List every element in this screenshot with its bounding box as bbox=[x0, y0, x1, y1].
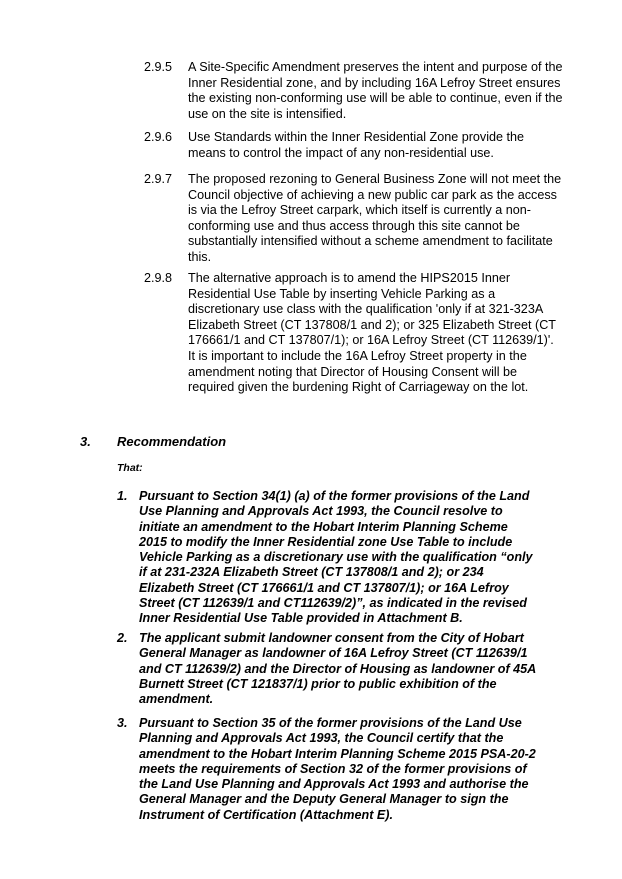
recommendation-number: 2. bbox=[117, 631, 128, 645]
paragraph-2-9-6 bbox=[144, 130, 564, 161]
recommendation-text: Pursuant to Section 35 of the former provisions of the Land Use Planning and Approvals Act 1993, the Council certify that the amendment to the Hobart Interim Planning Scheme 2015 PSA-20-2 meets the requirements of Section 32 of the former provisions of the Land Use Planning and Approvals Act 1993 and authorise the General Manager and the Deputy General Manager to sign the Instrument of Certification (Attachment E). bbox=[139, 716, 536, 822]
recommendation-number: 3. bbox=[117, 716, 128, 730]
recommendation-text: Pursuant to Section 34(1) (a) of the former provisions of the Land Use Planning and Approvals Act 1993, the Council resolve to initiate an amendment to the Hobart Interim Planning Scheme 2015 to modify the Inner Residential zone Use Table to include Vehicle Parking as a discretionary use with the qualification “only if at 231-232A Elizabeth Street (CT 137808/1 and 2); or 234 Elizabeth Street (CT 176661/1 and CT 137807/1); or 16A Lefroy Street (CT 112639/1 and CT112639/2)”, as indicated in the revised Inner Residential Use Table provided in Attachment B. bbox=[139, 489, 533, 626]
paragraph-number: 2.9.5 bbox=[144, 60, 173, 74]
paragraph-2-9-5 bbox=[144, 60, 564, 122]
paragraph-text: A Site-Specific Amendment preserves the intent and purpose of the Inner Residential zone, and by including 16A Lefroy Street ensures the existing non-conforming use will be able to continue, even if the use on the site is intensified. bbox=[188, 60, 563, 121]
recommendation-number: 1. bbox=[117, 489, 128, 503]
paragraph-text: Use Standards within the Inner Residential Zone provide the means to control the impact of any non-residential use. bbox=[188, 130, 525, 160]
that-label: That: bbox=[117, 462, 143, 474]
paragraph-number: 2.9.6 bbox=[144, 130, 173, 144]
paragraph-2-9-8 bbox=[144, 271, 564, 396]
section-title: Recommendation bbox=[117, 434, 227, 449]
paragraph-text: The proposed rezoning to General Business Zone will not meet the Council objective of achieving a new public car park as the access is via the Lefroy Street carpark, which itself is currently a non-conforming use and thus access through this site cannot be substantially intensified without a scheme amendment to facilitate this. bbox=[188, 172, 562, 264]
paragraph-number: 2.9.8 bbox=[144, 271, 173, 285]
recommendation-item-1 bbox=[117, 489, 537, 627]
paragraph-text: The alternative approach is to amend the HIPS2015 Inner Residential Use Table by inserting Vehicle Parking as a discretionary use class with the qualification 'only if at 321-323A Elizabeth Street (CT 137808/1 and 2); or 325 Elizabeth Street (CT 176661/1 and CT 137807/1); or 16A Lefroy Street (CT 112639/1)'. It is important to include the 16A Lefroy Street property in the amendment noting that Director of Housing Consent will be required given the burdening Right of Carriageway on the lot. bbox=[188, 271, 556, 395]
recommendation-item-3 bbox=[117, 716, 537, 823]
section-number: 3. bbox=[80, 434, 91, 449]
paragraph-2-9-7 bbox=[144, 172, 564, 266]
recommendation-item-2 bbox=[117, 631, 537, 707]
recommendation-text: The applicant submit landowner consent from the City of Hobart General Manager as landowner of 16A Lefroy Street (CT 112639/1 and CT 112639/2) and the Director of Housing as landowner of 45A Burnett Street (CT 121837/1) prior to public exhibition of the amendment. bbox=[139, 631, 536, 707]
paragraph-number: 2.9.7 bbox=[144, 172, 173, 186]
